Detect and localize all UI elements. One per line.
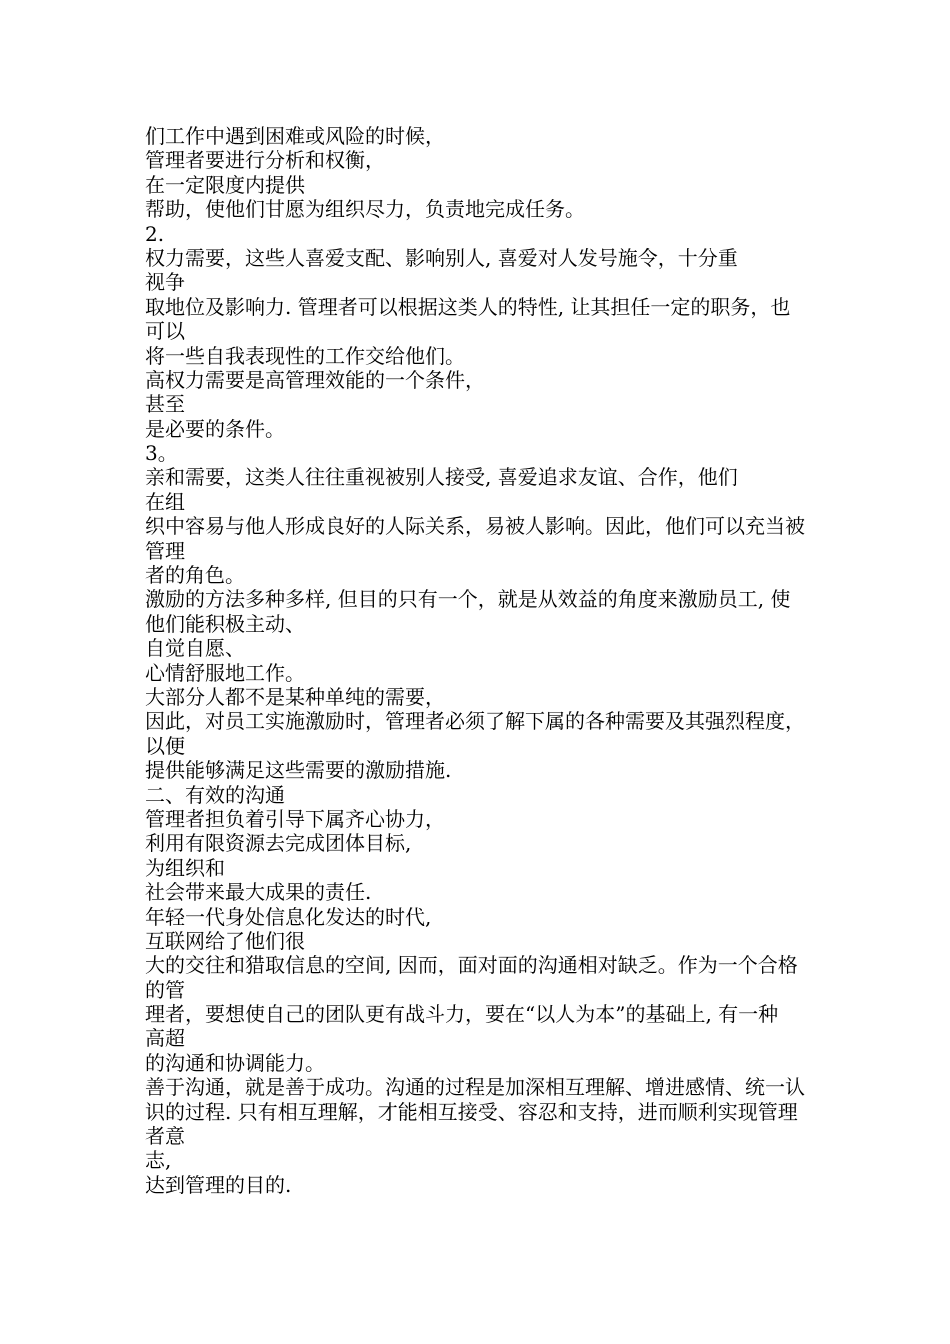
text-line: 视争 [145,270,185,295]
document-body [145,124,810,1197]
text-line: 的沟通和协调能力。 [145,1050,325,1075]
text-line: 激励的方法多种多样, 但目的只有一个，就是从效益的角度来激励员工, 使 [145,587,791,612]
text-line: 识的过程. 只有相互理解，才能相互接受、容忍和支持，进而顺利实现管理 [145,1099,798,1124]
text-line: 志, [145,1148,172,1173]
text-line: 者的角色。 [145,563,245,588]
text-line: 2. [145,221,165,246]
text-line: 取地位及影响力. 管理者可以根据这类人的特性, 让其担任一定的职务，也 [145,294,791,319]
text-line: 织中容易与他人形成良好的人际关系，易被人影响。因此，他们可以充当被 [145,514,805,539]
text-line: 以便 [145,733,185,758]
text-line: 者意 [145,1124,185,1149]
text-line: 高权力需要是高管理效能的一个条件， [145,367,485,392]
text-line: 将一些自我表现性的工作交给他们。 [145,343,465,368]
text-line: 利用有限资源去完成团体目标, [145,831,412,856]
text-line: 在组 [145,489,185,514]
text-line: 可以 [145,319,185,344]
text-line: 他们能积极主动、 [145,611,305,636]
text-line: 3。 [145,441,178,466]
text-line: 社会带来最大成果的责任. [145,880,372,905]
text-line: 管理 [145,538,185,563]
text-line: 是必要的条件。 [145,416,285,441]
text-line: 大的交往和猎取信息的空间, 因而，面对面的沟通相对缺乏。作为一个合格 [145,953,798,978]
text-line: 帮助，使他们甘愿为组织尽力，负责地完成任务。 [145,197,585,222]
text-line: 在一定限度内提供 [145,172,305,197]
text-line: 心情舒服地工作。 [145,660,305,685]
text-line: 达到管理的目的. [145,1172,292,1197]
text-line: 善于沟通，就是善于成功。沟通的过程是加深相互理解、增进感情、统一认 [145,1075,805,1100]
text-line: 亲和需要，这类人往往重视被别人接受, 喜爱追求友谊、合作，他们 [145,465,738,490]
text-line: 为组织和 [145,855,225,880]
text-line: 权力需要，这些人喜爱支配、影响别人, 喜爱对人发号施令，十分重 [145,245,738,270]
text-line: 年轻一代身处信息化发达的时代, [145,904,432,929]
text-line: 管理者要进行分析和权衡， [145,148,385,173]
text-line: 因此，对员工实施激励时，管理者必须了解下属的各种需要及其强烈程度， [145,709,805,734]
text-line: 自觉自愿、 [145,636,245,661]
text-line: 的管 [145,977,185,1002]
text-line: 管理者担负着引导下属齐心协力， [145,806,445,831]
text-line: 们工作中遇到困难或风险的时候， [145,124,445,148]
text-line: 二、有效的沟通 [145,782,285,807]
text-line: 大部分人都不是某种单纯的需要， [145,684,445,709]
text-line: 理者，要想使自己的团队更有战斗力，要在“以人为本”的基础上, 有一种 [145,1002,779,1027]
text-line: 提供能够满足这些需要的激励措施. [145,758,452,783]
text-line: 高超 [145,1026,185,1051]
text-line: 甚至 [145,392,185,417]
text-line: 互联网给了他们很 [145,928,305,953]
